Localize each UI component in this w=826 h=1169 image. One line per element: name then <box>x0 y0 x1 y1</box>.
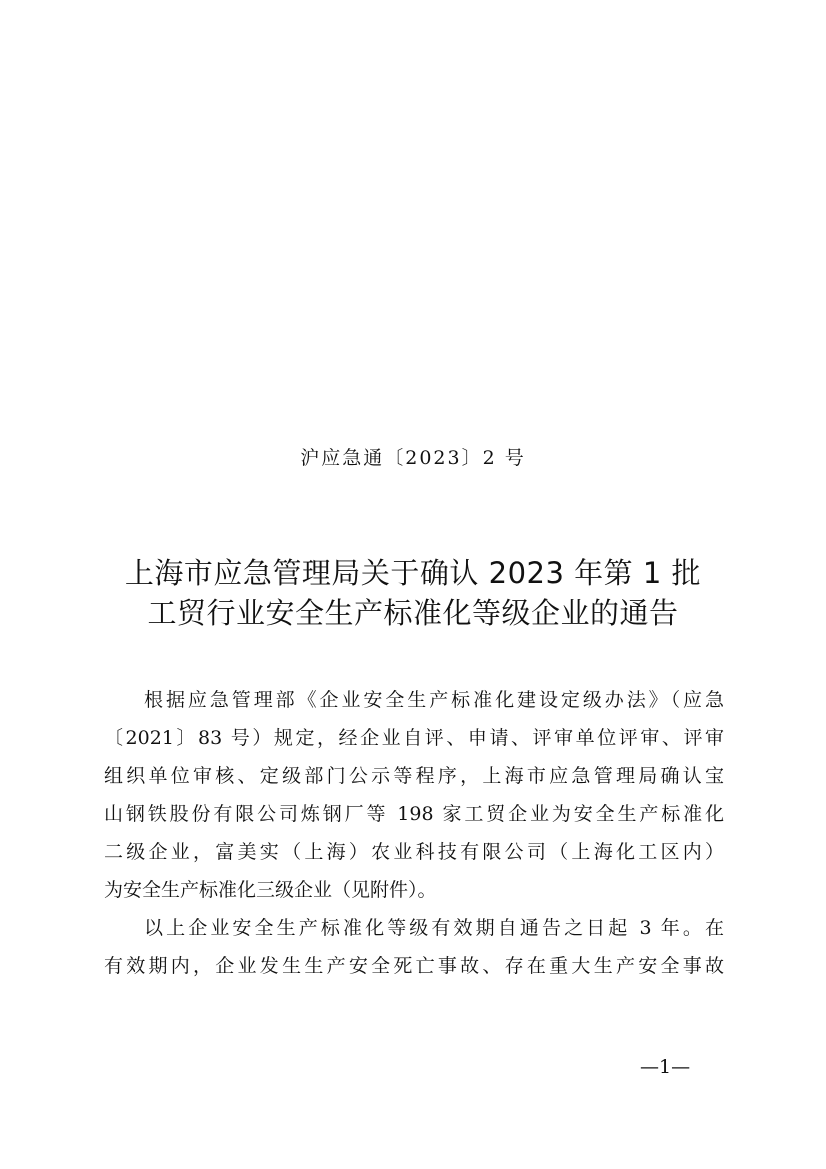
paragraph-2-line: 有效期内，企业发生生产安全死亡事故、存在重大生产安全事故 <box>104 955 724 977</box>
title-line-1: 上海市应急管理局关于确认 2023 年第 1 批 <box>124 556 702 590</box>
title-line-2: 工贸行业安全生产标准化等级企业的通告 <box>147 596 679 630</box>
document-number: 沪应急通〔2023〕2 号 <box>300 447 526 469</box>
paragraph-1-line: 组织单位审核、定级部门公示等程序，上海市应急管理局确认宝 <box>104 765 724 787</box>
paragraph-2-line: 以上企业安全生产标准化等级有效期自通告之日起 3 年。在 <box>144 917 724 939</box>
document-body <box>104 681 724 985</box>
paragraph-1-line: 二级企业，富美实（上海）农业科技有限公司（上海化工区内） <box>104 841 724 863</box>
paragraph-1-line: 为安全生产标准化三级企业（见附件）。 <box>104 879 437 901</box>
paragraph-1-line: 〔2021〕83 号）规定，经企业自评、申请、评审单位评审、评审 <box>104 727 724 749</box>
document-title <box>0 553 826 633</box>
paragraph-1-line: 山钢铁股份有限公司炼钢厂等 198 家工贸企业为安全生产标准化 <box>104 803 724 825</box>
page-number: —1— <box>640 1056 691 1078</box>
paragraph-1-line: 根据应急管理部《企业安全生产标准化建设定级办法》（应急 <box>144 689 724 711</box>
